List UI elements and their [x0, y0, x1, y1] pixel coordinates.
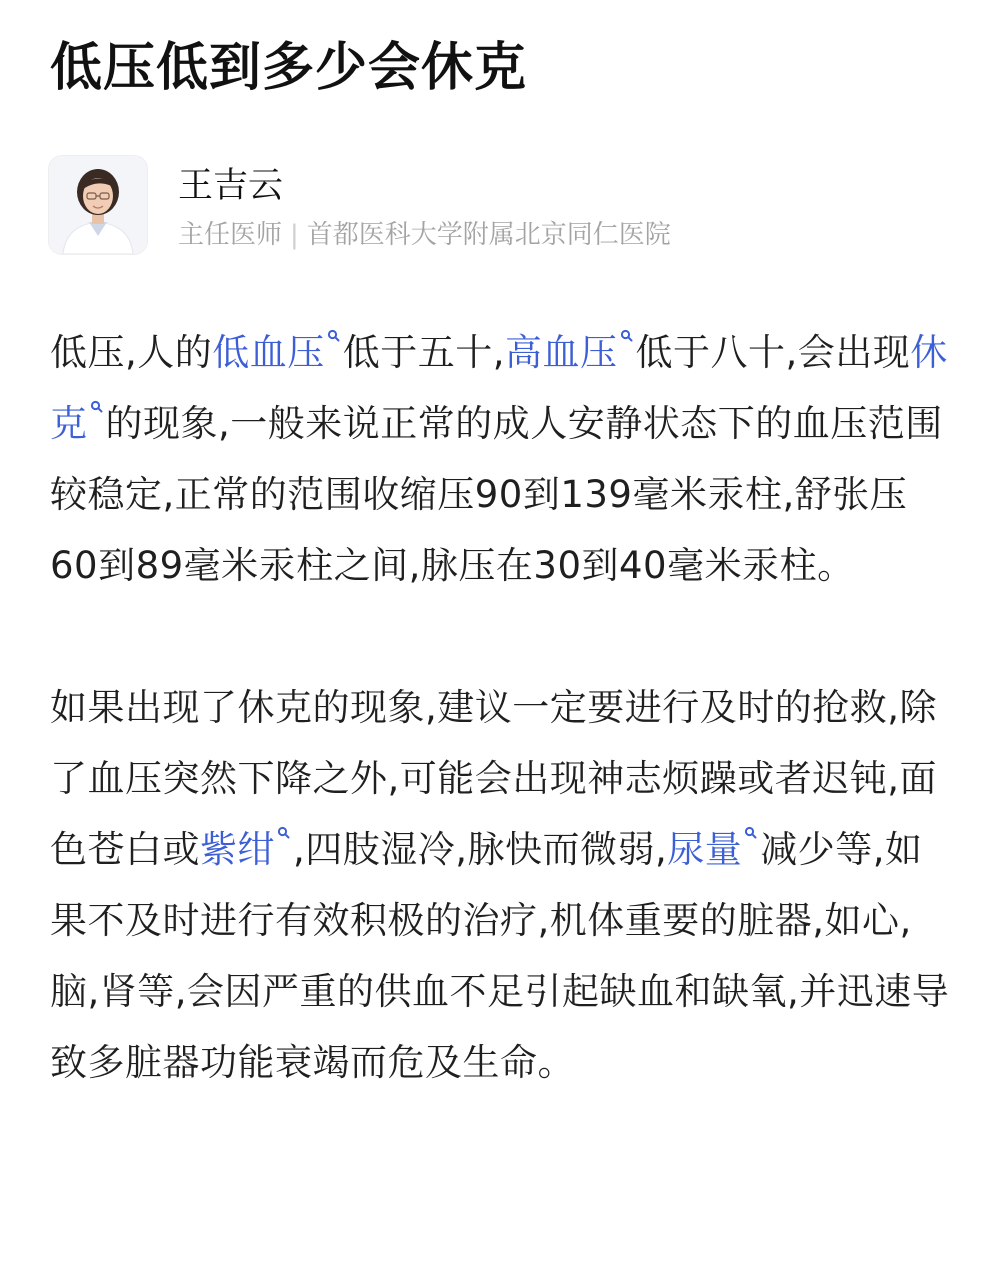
- keyword-label: 紫绀: [200, 828, 275, 871]
- author-hospital: 首都医科大学附属北京同仁医院: [306, 220, 671, 250]
- text-segment: 低于八十,会出现: [635, 331, 911, 374]
- doctor-portrait-icon: [49, 156, 147, 254]
- search-icon: [620, 329, 634, 343]
- paragraph-1: [50, 317, 950, 601]
- author-credentials: [178, 217, 671, 253]
- search-icon: [327, 329, 341, 343]
- keyword-link[interactable]: [200, 828, 293, 871]
- article-body: [50, 317, 950, 1098]
- keyword-link[interactable]: [667, 828, 760, 871]
- text-segment: 的现象,一般来说正常的成人安静状态下的血压范围较稳定,正常的范围收缩压90到139毫米汞柱,舒张压60到89毫米汞柱之间,脉压在30到40毫米汞柱。: [50, 402, 943, 587]
- article-title: 低压低到多少会休克: [50, 38, 528, 98]
- text-segment: ,四肢湿冷,脉快而微弱,: [293, 828, 668, 871]
- text-segment: 低压,人的: [50, 331, 213, 374]
- search-icon: [744, 826, 758, 840]
- keyword-label: 高血压: [505, 331, 618, 374]
- text-segment: 低于五十,: [342, 331, 506, 374]
- author-position: 主任医师: [178, 220, 283, 250]
- meta-separator: |: [290, 220, 299, 250]
- keyword-label: 休克: [50, 331, 948, 445]
- avatar[interactable]: [48, 155, 148, 255]
- keyword-link[interactable]: [212, 331, 343, 374]
- author-card[interactable]: [48, 155, 948, 255]
- author-name: 王吉云: [178, 166, 284, 206]
- text-segment: 如果出现了休克的现象,建议一定要进行及时的抢救,除了血压突然下降之外,可能会出现神志烦躁或者迟钝,面色苍白或: [50, 686, 938, 871]
- search-icon: [277, 826, 291, 840]
- keyword-link[interactable]: [505, 331, 636, 374]
- text-segment: 减少等,如果不及时进行有效积极的治疗,机体重要的脏器,如心,脑,肾等,会因严重的供血不足引起缺血和缺氧,并迅速导致多脏器功能衰竭而危及生命。: [50, 828, 950, 1084]
- keyword-label: 尿量: [667, 828, 743, 871]
- keyword-label: 低血压: [212, 331, 325, 374]
- paragraph-2: [50, 672, 950, 1098]
- search-icon: [90, 400, 104, 414]
